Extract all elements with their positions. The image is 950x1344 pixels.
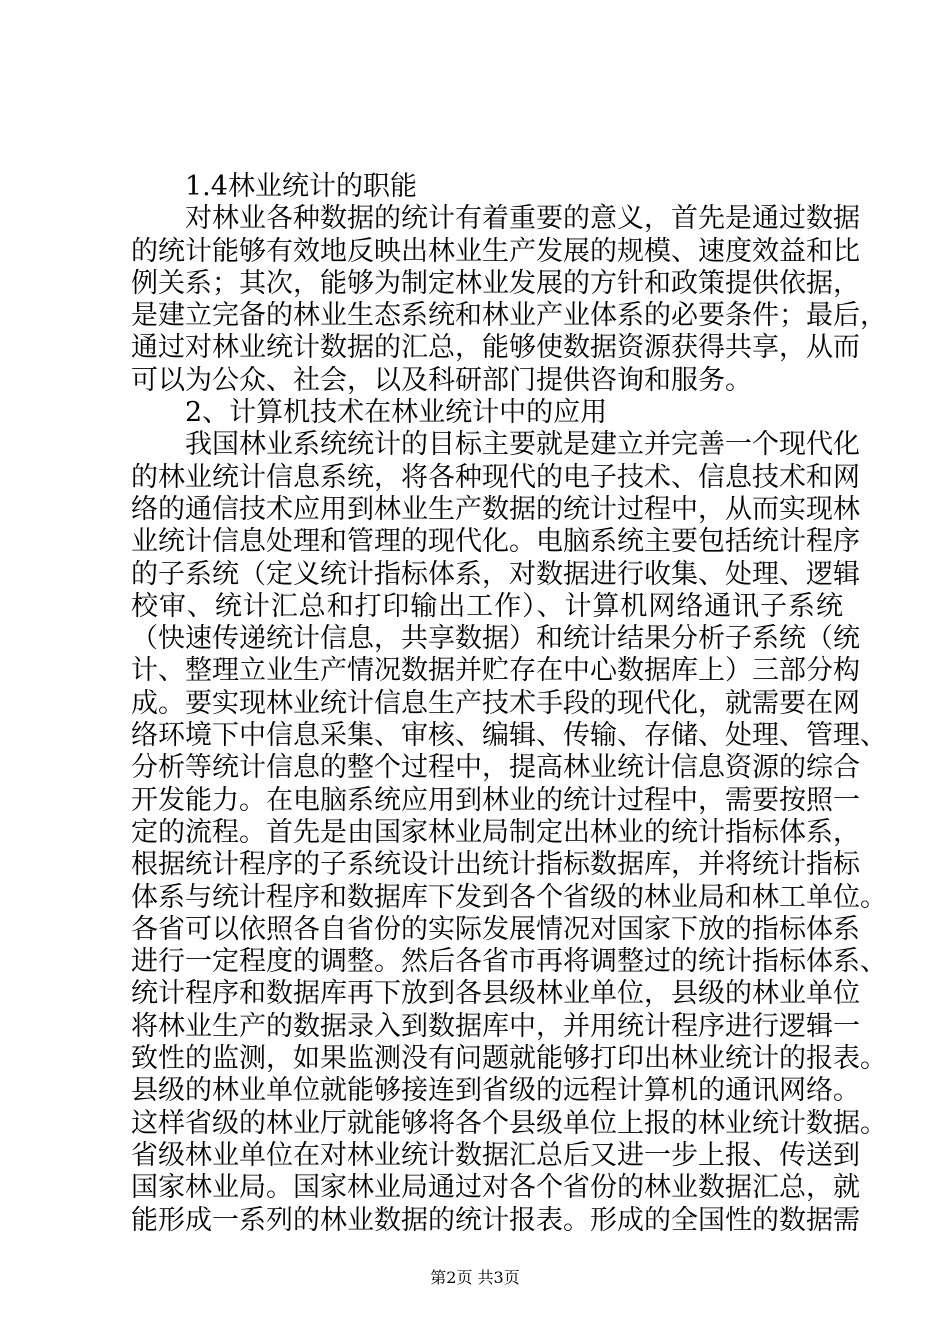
text-line: 统计程序和数据库再下放到各县级林业单位，县级的林业单位 [131,978,860,1010]
text-line: 是建立完备的林业生态系统和林业产业体系的必要条件；最后， [131,300,887,332]
text-line: 业统计信息处理和管理的现代化。电脑系统主要包括统计程序 [131,526,860,558]
document-body [131,171,887,1237]
text-line: 我国林业系统统计的目标主要就是建立并完善一个现代化 [185,429,860,461]
text-line: 国家林业局。国家林业局通过对各个省份的林业数据汇总，就 [131,1172,860,1204]
text-line: 的林业统计信息系统，将各种现代的电子技术、信息技术和网 [131,461,860,493]
text-line: 成。要实现林业统计信息生产技术手段的现代化，就需要在网 [131,687,860,719]
text-line: 致性的监测，如果监测没有问题就能够打印出林业统计的报表。 [131,1043,887,1075]
text-line: 例关系；其次，能够为制定林业发展的方针和政策提供依据， [131,267,860,299]
text-line: 各省可以依照各自省份的实际发展情况对国家下放的指标体系 [131,913,860,945]
text-line: （快速传递统计信息，共享数据）和统计结果分析子系统（统 [131,623,860,655]
text-line: 通过对林业统计数据的汇总，能够使数据资源获得共享，从而 [131,332,860,364]
text-line: 络环境下中信息采集、审核、编辑、传输、存储、处理、管理、 [131,720,887,752]
text-line: 进行一定程度的调整。然后各省市再将调整过的统计指标体系、 [131,946,887,978]
text-line: 校审、统计汇总和打印输出工作）、计算机网络通讯子系统 [131,590,843,622]
text-line: 对林业各种数据的统计有着重要的意义，首先是通过数据 [185,203,860,235]
text-line: 能形成一系列的林业数据的统计报表。形成的全国性的数据需 [131,1204,860,1236]
text-line: 1.4林业统计的职能 [185,171,417,202]
page-footer: 第2页 共3页 [430,1268,520,1287]
text-line: 县级的林业单位就能够接连到省级的远程计算机的通讯网络。 [131,1075,860,1107]
text-line: 2、计算机技术在林业统计中的应用 [185,397,608,429]
text-line: 计、整理立业生产情况数据并贮存在中心数据库上）三部分构 [131,655,860,687]
text-line: 开发能力。在电脑系统应用到林业的统计过程中，需要按照一 [131,784,860,816]
text-line: 络的通信技术应用到林业生产数据的统计过程中，从而实现林 [131,493,860,525]
text-line: 分析等统计信息的整个过程中，提高林业统计信息资源的综合 [131,752,860,784]
text-line: 的统计能够有效地反映出林业生产发展的规模、速度效益和比 [131,235,860,267]
text-line: 体系与统计程序和数据库下发到各个省级的林业局和林工单位。 [131,881,887,913]
text-line: 根据统计程序的子系统设计出统计指标数据库，并将统计指标 [131,849,860,881]
text-line: 定的流程。首先是由国家林业局制定出林业的统计指标体系， [131,816,860,848]
text-line: 可以为公众、社会，以及科研部门提供咨询和服务。 [131,364,752,396]
text-line: 的子系统（定义统计指标体系，对数据进行收集、处理、逻辑 [131,558,860,590]
text-line: 这样省级的林业厅就能够将各个县级单位上报的林业统计数据。 [131,1107,887,1139]
text-line: 省级林业单位在对林业统计数据汇总后又进一步上报、传送到 [131,1139,860,1171]
text-line: 将林业生产的数据录入到数据库中，并用统计程序进行逻辑一 [131,1010,860,1042]
